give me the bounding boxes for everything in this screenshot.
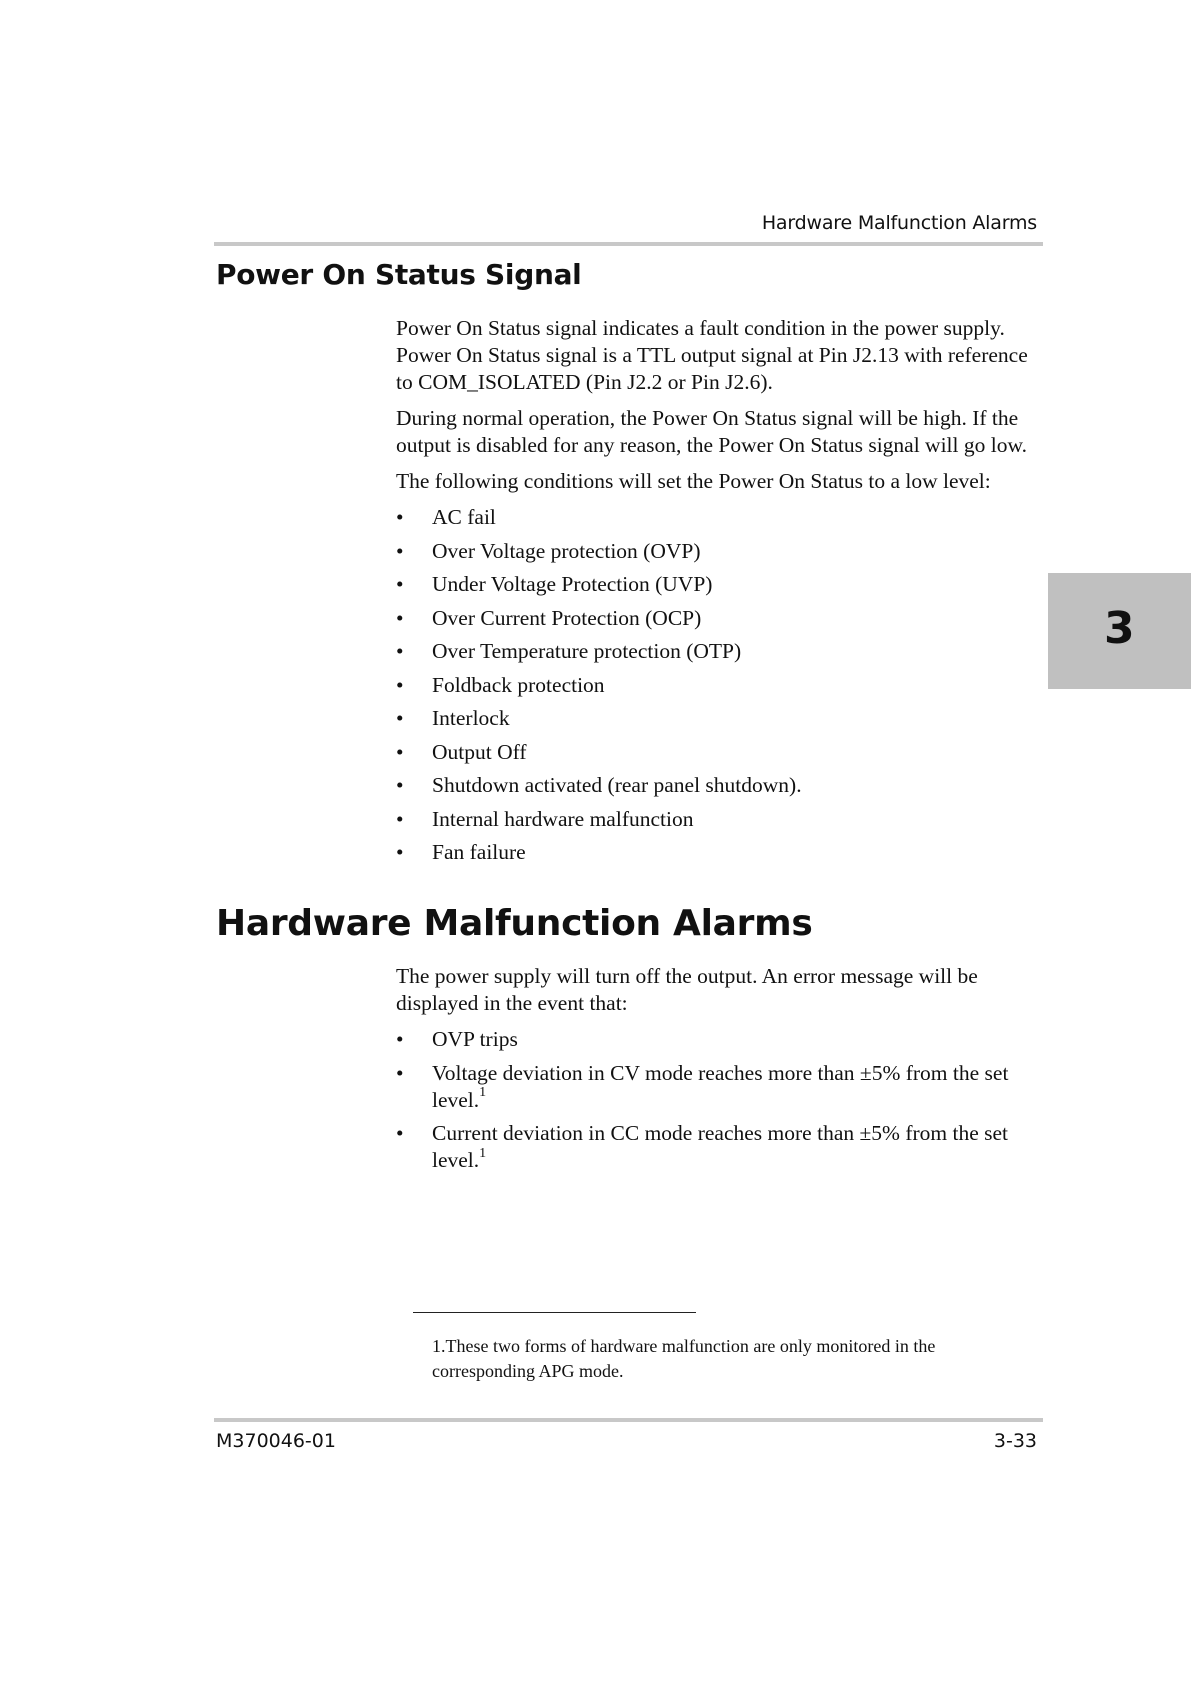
paragraph: Power On Status signal indicates a fault condition in the power supply. Power On Status signal is a TTL output signal at Pin J2.13 with reference to COM_ISOLATED (Pin J2.2 or Pin J2.6). [396,316,1028,394]
list-item: • Interlock [396,706,510,730]
chapter-tab [1048,573,1191,689]
list-item: • Voltage deviation in CV mode reaches more than ±5% from the set level.$^1$ [396,1060,1009,1112]
bullet-icon: • [396,605,404,630]
list-item: • AC fail [396,505,496,529]
list-item: • Foldback protection [396,672,605,697]
section-body-power-on-status [396,315,1046,873]
page-number: 3-33 [993,1430,1037,1452]
paragraph: During normal operation, the Power On Status signal will be high. If the output is disabled for any reason, the Power On Status signal will go low. [396,406,1027,457]
bullet-icon: • [396,840,404,864]
list-item: • Output Off [396,739,527,764]
bullet-icon: • [396,806,404,831]
bullet-icon: • [396,505,404,529]
running-header: Hardware Malfunction Alarms [761,212,1037,234]
bullet-icon: • [396,538,404,563]
list-item: • Over Voltage protection (OVP) [396,538,701,563]
bullet-icon: • [396,672,404,697]
section-heading-power-on-status: Power On Status Signal [216,258,582,291]
section-heading-hardware-malfunction: Hardware Malfunction Alarms [216,903,813,944]
condition-list [396,504,1046,866]
list-item: • Shutdown activated (rear panel shutdown). [396,773,802,797]
list-item: • Internal hardware malfunction [396,806,694,831]
bullet-icon: • [396,1121,404,1145]
bullet-icon: • [396,773,404,797]
bullet-icon: • [396,1060,404,1085]
chapter-number: 3 [1104,603,1135,654]
bullet-icon: • [396,1027,404,1051]
document-number: M370046-01 [216,1430,336,1452]
paragraph: The power supply will turn off the output. An error message will be displayed in the event that: [396,964,978,1015]
bullet-icon: • [396,739,404,764]
alarm-list [396,1026,1046,1174]
section-body-hardware-malfunction [396,963,1046,1181]
footnote: 1.These two forms of hardware malfunction are only monitored in the corresponding APG mode. [432,1336,936,1381]
list-item: • Over Temperature protection (OTP) [396,639,742,663]
paragraph: The following conditions will set the Power On Status to a low level: [396,469,991,493]
footnote-ref: 1 [479,1085,487,1101]
list-item: • Fan failure [396,840,526,864]
list-item: • OVP trips [396,1027,518,1051]
list-item: • Over Current Protection (OCP) [396,605,702,630]
list-item: • Under Voltage Protection (UVP) [396,572,713,596]
bullet-icon: • [396,572,404,596]
bullet-icon: • [396,706,404,730]
list-item: • Current deviation in CC mode reaches more than ±5% from the set level.$^1$ [396,1121,1009,1172]
footnote-rule [413,1312,696,1313]
footnote-ref: 1 [479,1145,487,1161]
footer-rule [214,1418,1043,1422]
header-rule [214,242,1043,246]
bullet-icon: • [396,639,404,663]
